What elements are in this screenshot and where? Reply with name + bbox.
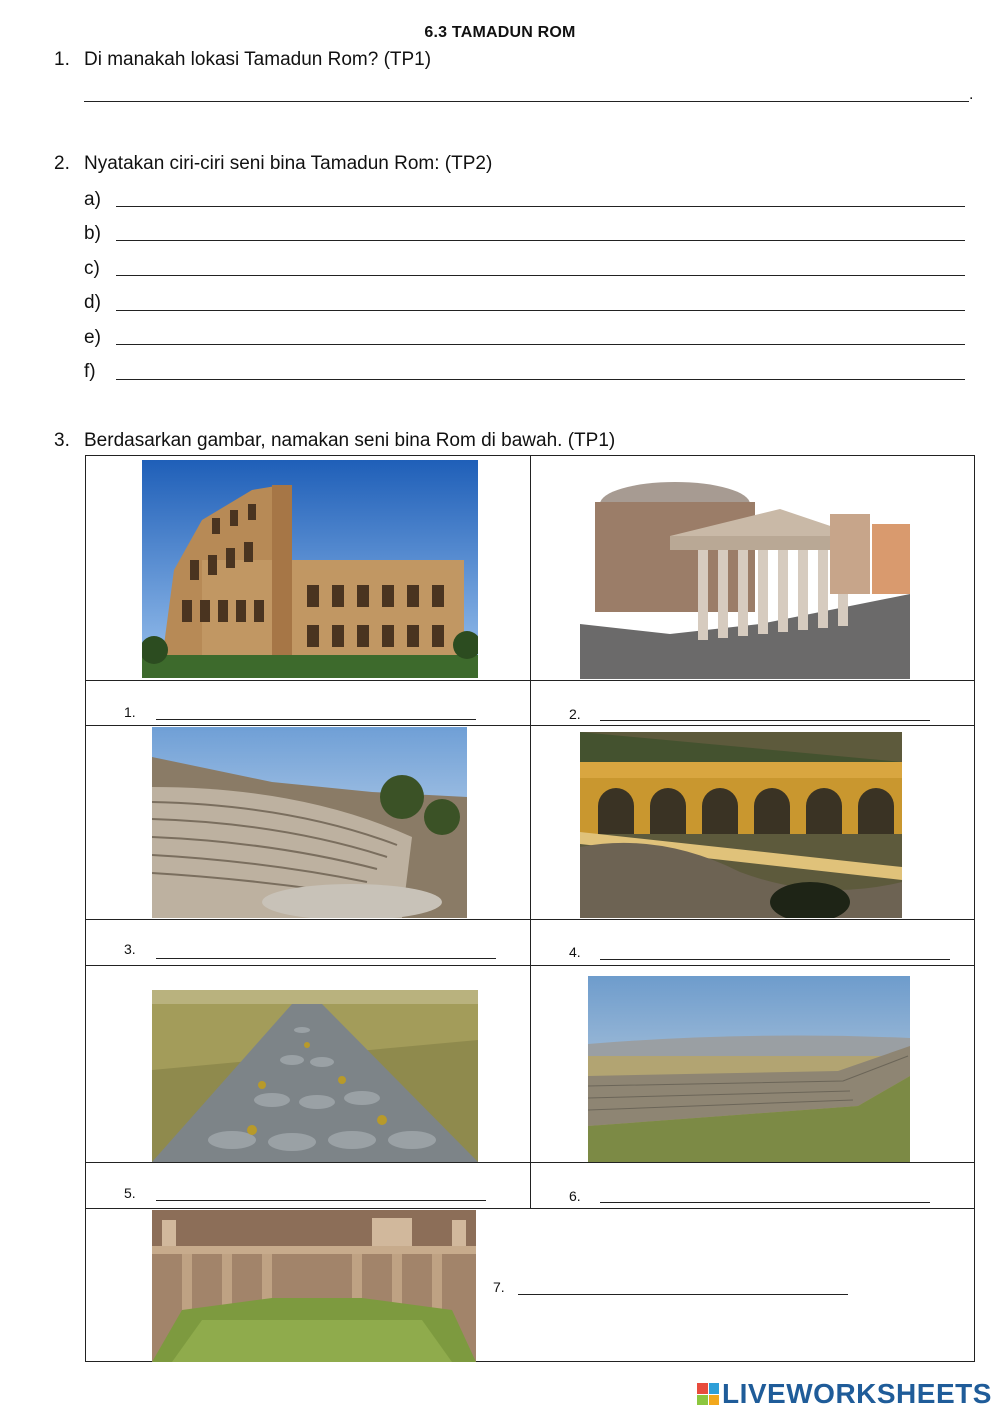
answer-4-number: 4. <box>569 944 581 960</box>
question-1 <box>54 49 431 71</box>
table-divider <box>86 1208 974 1209</box>
liveworksheets-logo-icon <box>697 1383 719 1405</box>
question-3-number: 3. <box>54 430 70 451</box>
table-column-divider <box>530 456 531 1208</box>
answer-2-line[interactable] <box>600 720 930 721</box>
answer-line-q1[interactable] <box>84 101 969 102</box>
pantheon-photo <box>580 474 910 679</box>
q2-answer-line-c[interactable] <box>116 275 965 276</box>
q2-item-c-label: c) <box>84 258 100 279</box>
question-2 <box>54 153 492 175</box>
answer-7-line[interactable] <box>518 1294 848 1295</box>
roman-bath-photo <box>152 1210 476 1362</box>
answer-5-line[interactable] <box>156 1200 486 1201</box>
q2-item-e-label: e) <box>84 327 101 348</box>
answer-7-number: 7. <box>493 1279 505 1295</box>
answer-2-number: 2. <box>569 706 581 722</box>
answer-3-line[interactable] <box>156 958 496 959</box>
question-1-number: 1. <box>54 49 70 70</box>
q2-answer-line-b[interactable] <box>116 240 965 241</box>
question-3-text: Berdasarkan gambar, namakan seni bina Rom di bawah. (TP1) <box>84 430 616 451</box>
question-2-text: Nyatakan ciri-ciri seni bina Tamadun Rom: (TP2) <box>84 153 493 174</box>
liveworksheets-logo <box>697 1378 992 1410</box>
question-2-number: 2. <box>54 153 70 174</box>
answer-6-number: 6. <box>569 1188 581 1204</box>
q2-answer-line-f[interactable] <box>116 379 965 380</box>
roman-wall-photo <box>588 976 910 1162</box>
answer-3-number: 3. <box>124 941 136 957</box>
answer-4-line[interactable] <box>600 959 950 960</box>
q2-item-a-label: a) <box>84 189 101 210</box>
q2-answer-line-e[interactable] <box>116 344 965 345</box>
liveworksheets-brand-text: LIVEWORKSHEETS <box>722 1378 992 1409</box>
answer-line-end-dot: . <box>969 86 974 103</box>
answer-1-line[interactable] <box>156 719 476 720</box>
image-answer-table <box>85 455 975 1362</box>
question-3 <box>54 430 615 452</box>
q2-answer-line-d[interactable] <box>116 310 965 311</box>
answer-5-number: 5. <box>124 1185 136 1201</box>
answer-1-number: 1. <box>124 704 136 720</box>
amphitheatre-photo <box>152 727 467 918</box>
worksheet-title: 6.3 TAMADUN ROM <box>424 24 576 41</box>
q2-item-b-label: b) <box>84 223 101 244</box>
roman-road-photo <box>152 990 478 1162</box>
q2-answer-line-a[interactable] <box>116 206 965 207</box>
q2-item-f-label: f) <box>84 361 96 382</box>
colosseum-photo <box>142 460 478 678</box>
question-1-text: Di manakah lokasi Tamadun Rom? (TP1) <box>84 49 432 70</box>
aqueduct-photo <box>580 732 902 918</box>
q2-item-d-label: d) <box>84 292 101 313</box>
answer-6-line[interactable] <box>600 1202 930 1203</box>
